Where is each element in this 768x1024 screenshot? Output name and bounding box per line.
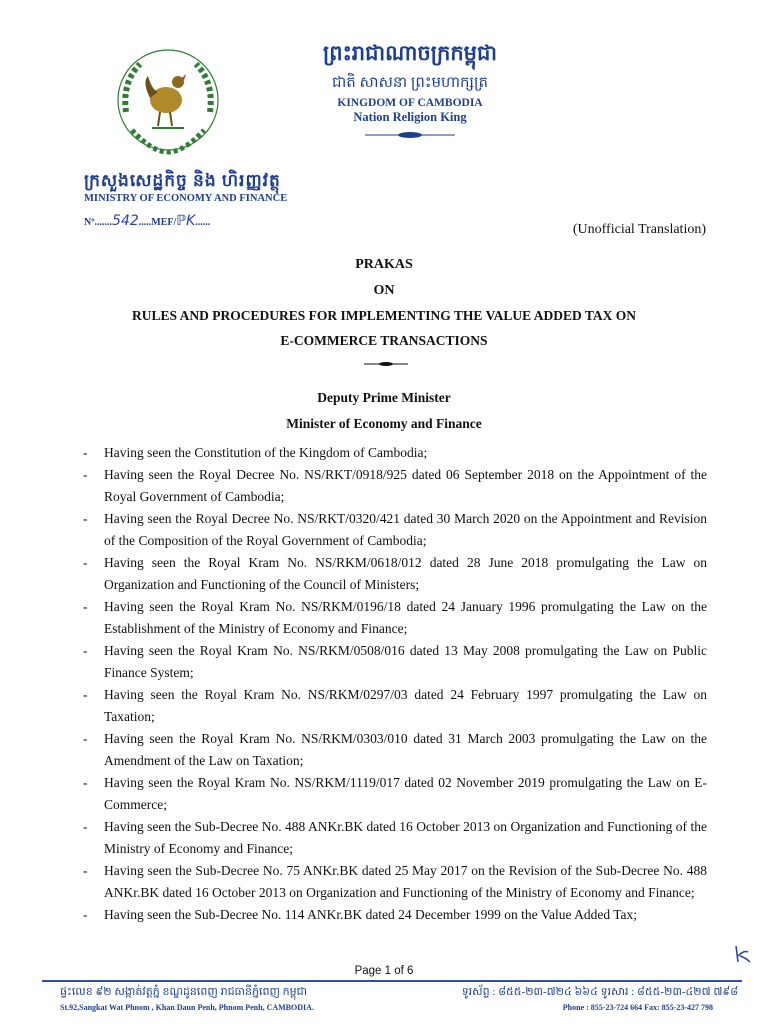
phone-fax-english: Phone : 855-23-724 664 Fax: 855-23-427 798 — [562, 1003, 713, 1012]
ministry-name-english: MINISTRY OF ECONOMY AND FINANCE — [84, 193, 288, 204]
motto-english: Nation Religion King — [353, 110, 467, 124]
kingdom-name-khmer: ព្រះរាជាណាចក្រកម្ពុជា — [322, 41, 497, 65]
list-item: - Having seen the Royal Kram No. NS/RKM/0196/18 dated 24 January 1996 promulgating the Law on the Establishment of the Ministry of Economy and Finance; — [83, 599, 707, 636]
reference-number: Nº.......542.....MEF/ℙK...... — [84, 213, 211, 229]
list-item: - Having seen the Royal Kram No. NS/RKM/1119/017 dated 02 November 2019 promulgating the Law on E-Commerce; — [83, 775, 707, 812]
address-khmer: ផ្ទះលេខ ៩២ សង្កាត់វត្តភ្នំ ខណ្ឌដូនពេញ រាជធានីភ្នំពេញ កម្ពុជា — [60, 986, 308, 998]
kingdom-header — [290, 40, 530, 139]
phone-fax-khmer: ទូរស័ព្ទ : ៨៥៥-២៣-៧២៤ ៦៦៤ ទូរសារ : ៨៥៥-២៣-៤២៧ ៧៩៨ — [461, 986, 738, 998]
title-subject-line1: RULES AND PROCEDURES FOR IMPLEMENTING THE VALUE ADDED TAX ON — [132, 308, 636, 323]
ref-middle: MEF/ — [151, 217, 177, 228]
ministry-seal-logo — [112, 42, 224, 168]
list-item: - Having seen the Sub-Decree No. 75 ANKr.BK dated 25 May 2017 on the Revision of the Sub-Decree No. 488 ANKr.BK dated 16 October 2013 on Organization and Functioning of the Ministry of Economy and Finance; — [83, 863, 707, 900]
list-item: - Having seen the Royal Kram No. NS/RKM/0508/016 dated 13 May 2008 promulgating the Law on Public Finance System; — [83, 643, 707, 680]
page-number: Page 1 of 6 — [354, 965, 414, 977]
ref-prefix: Nº — [84, 217, 95, 228]
signatory-office: Minister of Economy and Finance — [286, 416, 482, 431]
title-prakas: PRAKAS — [355, 257, 413, 272]
ref-suffix-handwritten: ℙK — [176, 213, 196, 229]
motto-khmer: ជាតិ សាសនា ព្រះមហាក្សត្រ — [331, 75, 489, 91]
footer-divider — [42, 980, 742, 982]
considerations-list — [83, 442, 707, 926]
title-divider — [364, 361, 408, 367]
title-on: ON — [373, 283, 395, 298]
list-item: - Having seen the Royal Kram No. NS/RKM/0297/03 dated 24 February 1997 promulgating the Law on Taxation; — [83, 687, 707, 724]
list-item: - Having seen the Constitution of the Kingdom of Cambodia; — [83, 445, 428, 460]
kingdom-name-english: KINGDOM OF CAMBODIA — [337, 97, 483, 109]
translation-note: (Unofficial Translation) — [572, 222, 706, 237]
signatory-title: Deputy Prime Minister — [317, 390, 451, 405]
list-item: - Having seen the Royal Kram No. NS/RKM/0303/010 dated 31 March 2003 promulgating the Law on the Amendment of the Law on Taxation; — [83, 731, 707, 768]
title-subject-line2: E-COMMERCE TRANSACTIONS — [280, 333, 488, 348]
list-item: - Having seen the Sub-Decree No. 488 ANKr.BK dated 16 October 2013 on Organization and Functioning of the Ministry of Economy and Finance; — [83, 819, 707, 856]
ref-number-handwritten: 542 — [112, 213, 139, 229]
list-item: - Having seen the Royal Decree No. NS/RKT/0320/421 dated 30 March 2020 on the Appointment and Revision of the Composition of the Royal Government of Cambodia; — [83, 511, 707, 548]
ornament-divider — [365, 131, 455, 139]
address-english: St.92,Sangkat Wat Phnom , Khan Daun Penh, Phnom Penh, CAMBODIA. — [60, 1003, 314, 1012]
handwritten-initials-icon — [732, 944, 754, 964]
list-item: - Having seen the Royal Decree No. NS/RKT/0918/925 dated 06 September 2018 on the Appointment of the Royal Government of Cambodia; — [83, 467, 707, 504]
ministry-name-khmer: ក្រសួងសេដ្ឋកិច្ច និង ហិរញ្ញវត្ថុ — [84, 171, 281, 190]
list-item: - Having seen the Royal Kram No. NS/RKM/0618/012 dated 28 June 2018 promulgating the Law on Organization and Functioning of the Council of Ministers; — [83, 555, 707, 592]
list-item: - Having seen the Sub-Decree No. 114 ANKr.BK dated 24 December 1999 on the Value Added Tax; — [83, 907, 638, 922]
